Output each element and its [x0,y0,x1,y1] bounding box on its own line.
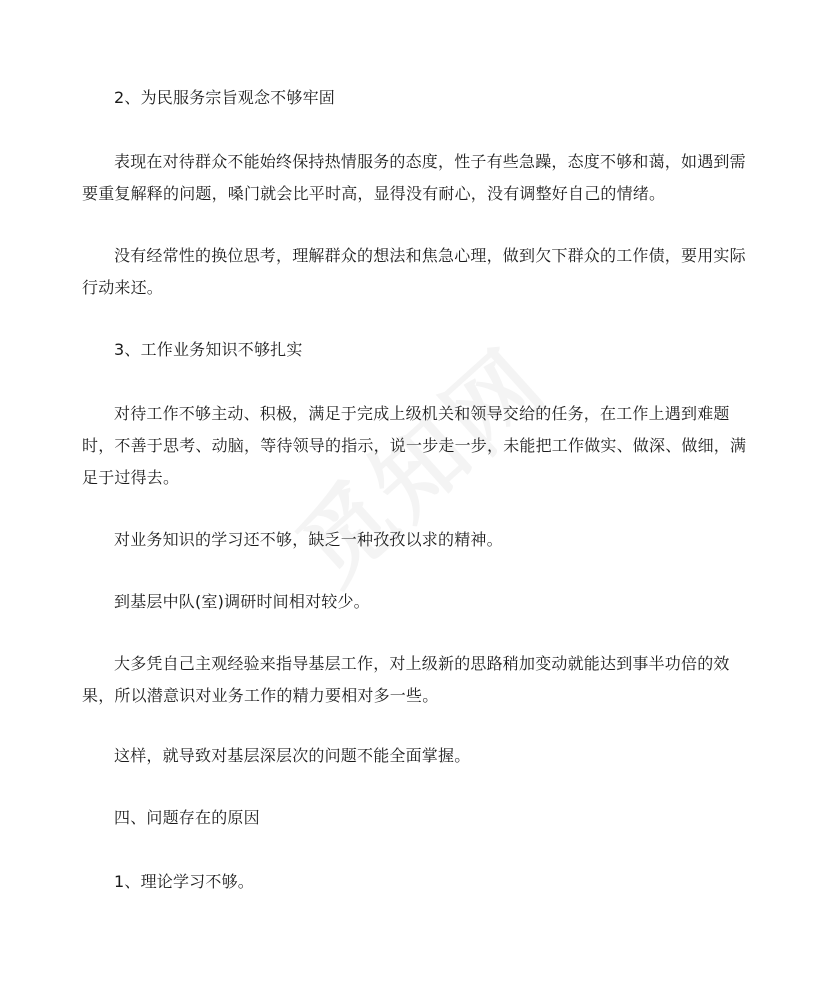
section-heading-service-concept: 2、为民服务宗旨观念不够牢固 [114,88,335,107]
paragraph-work-initiative: 对待工作不够主动、积极，满足于完成上级机关和领导交给的任务，在工作上遇到难题时，不善于思考、动脑，等待领导的指示，说一步走一步，未能把工作做实、做深、做细，满足于过得去。 [82,404,747,487]
paragraph-attitude: 表现在对待群众不能始终保持热情服务的态度，性子有些急躁，态度不够和蔼，如遇到需要重复解释的问题，嗓门就会比平时高，显得没有耐心，没有调整好自己的情绪。 [82,152,746,203]
section-heading-causes: 四、问题存在的原因 [114,808,260,827]
paragraph-study: 对业务知识的学习还不够，缺乏一种孜孜以求的精神。 [114,530,503,549]
subheading-theory-study: 1、理论学习不够。 [114,872,254,891]
paragraph-research: 到基层中队(室)调研时间相对较少。 [114,592,370,611]
paragraph-consequence: 这样，就导致对基层深层次的问题不能全面掌握。 [114,746,471,765]
section-heading-business-knowledge: 3、工作业务知识不够扎实 [114,340,303,359]
paragraph-experience: 大多凭自己主观经验来指导基层工作，对上级新的思路稍加变动就能达到事半功倍的效果，所以潜意识对业务工作的精力要相对多一些。 [82,654,730,705]
paragraph-empathy: 没有经常性的换位思考，理解群众的想法和焦急心理，做到欠下群众的工作债，要用实际行动来还。 [82,246,746,297]
